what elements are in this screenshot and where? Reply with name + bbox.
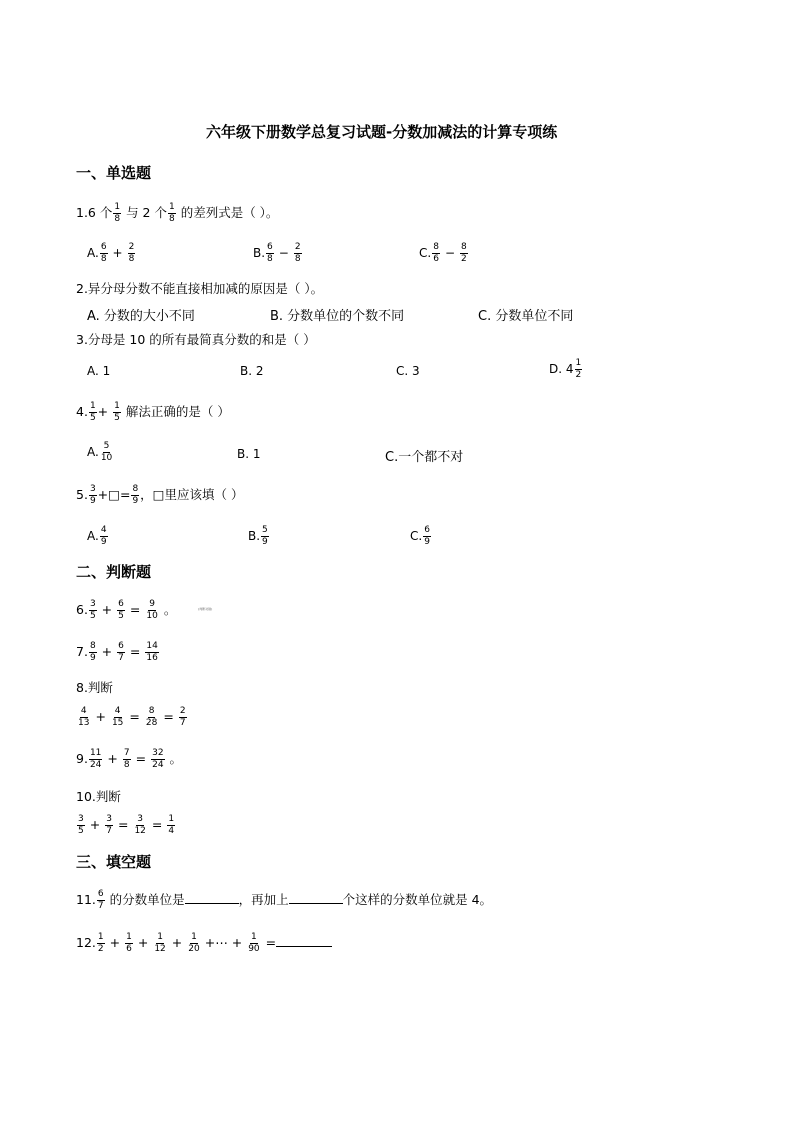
question-10-equation: $\frac{3}{5}$ + $\frac{3}{7}$ = $\frac{3}{12}$ = $\frac{1}{4}$ (78, 814, 175, 836)
page-title: 六年级下册数学总复习试题-分数加减法的计算专项练 (206, 123, 558, 141)
option-b[interactable]: B. 1 (237, 447, 261, 461)
question-2: 2.异分母分数不能直接相加减的原因是（ ）。 (76, 281, 324, 296)
option-c[interactable]: C. 分数单位不同 (478, 309, 574, 324)
option-a[interactable]: A. $\frac{6}{8}$ + $\frac{2}{8}$ (87, 242, 135, 264)
question-6: 6. $\frac{3}{5}$ + $\frac{6}{5}$ = $\frac{9}{10}$ 。 (76, 599, 177, 621)
question-4: 4. $\frac{1}{5}$ + $\frac{1}{5}$ 解法正确的是（ ） (76, 401, 230, 423)
section-heading-single-choice: 一、单选题 (76, 164, 152, 182)
option-b[interactable]: B. 2 (240, 364, 264, 378)
option-b[interactable]: B. $\frac{5}{9}$ (248, 525, 268, 547)
option-c[interactable]: C. $\frac{8}{6}$ − $\frac{8}{2}$ (419, 242, 467, 264)
question-8-equation: $\frac{4}{13}$ + $\frac{4}{15}$ = $\frac{8}{28}$ = $\frac{2}{7}$ (78, 706, 186, 728)
question-1 (76, 203, 278, 224)
section-heading-true-false: 二、判断题 (76, 563, 152, 581)
fraction: $\frac{1}{8}$ (114, 202, 121, 224)
question-1-text: 与 2 个 (126, 205, 167, 220)
answer-blank[interactable] (289, 892, 343, 904)
option-c[interactable]: C. 3 (396, 364, 420, 378)
question-7: 7. $\frac{8}{9}$ + $\frac{6}{7}$ = $\frac{14}{16}$ (76, 641, 158, 663)
option-d[interactable]: D. 4 $\frac{1}{2}$ (549, 358, 582, 380)
option-c[interactable]: C.一个都不对 (385, 450, 464, 465)
option-b[interactable]: B. $\frac{6}{8}$ − $\frac{2}{8}$ (253, 242, 301, 264)
question-8: 8.判断 (76, 680, 113, 695)
option-a[interactable]: A. 分数的大小不同 (87, 309, 195, 324)
option-c[interactable]: C. $\frac{6}{9}$ (410, 525, 430, 547)
question-10: 10.判断 (76, 789, 121, 804)
judge-mark: (判断对错) (198, 607, 213, 611)
option-a[interactable]: A. $\frac{5}{10}$ (87, 441, 113, 463)
answer-blank[interactable] (276, 935, 332, 947)
question-3: 3.分母是 10 的所有最简真分数的和是（ ） (76, 332, 316, 347)
option-a[interactable]: A. $\frac{4}{9}$ (87, 525, 107, 547)
option-a[interactable]: A. 1 (87, 364, 111, 378)
option-b[interactable]: B. 分数单位的个数不同 (270, 309, 405, 324)
question-12: 12. $\frac{1}{2}$ + $\frac{1}{6}$ + $\frac{1}{12}$ + $\frac{1}{20}$ +⋯ + $\frac{1}{90}$ = (76, 933, 332, 954)
section-heading-fill-in: 三、填空题 (76, 853, 152, 871)
fraction: $\frac{1}{8}$ (168, 202, 175, 224)
question-1-text: 1.6 个 (76, 205, 113, 220)
question-5: 5. $\frac{3}{9}$ +□= $\frac{8}{9}$ ，□里应该填（ ） (76, 484, 244, 506)
answer-blank[interactable] (185, 892, 239, 904)
question-11: 11. $\frac{6}{7}$ 的分数单位是 ，再加上 个这样的分数单位就是 4。 (76, 889, 493, 911)
question-9: 9. $\frac{11}{24}$ + $\frac{7}{8}$ = $\frac{32}{24}$ 。 (76, 748, 183, 770)
question-1-text: 的差列式是（ ）。 (180, 205, 279, 220)
